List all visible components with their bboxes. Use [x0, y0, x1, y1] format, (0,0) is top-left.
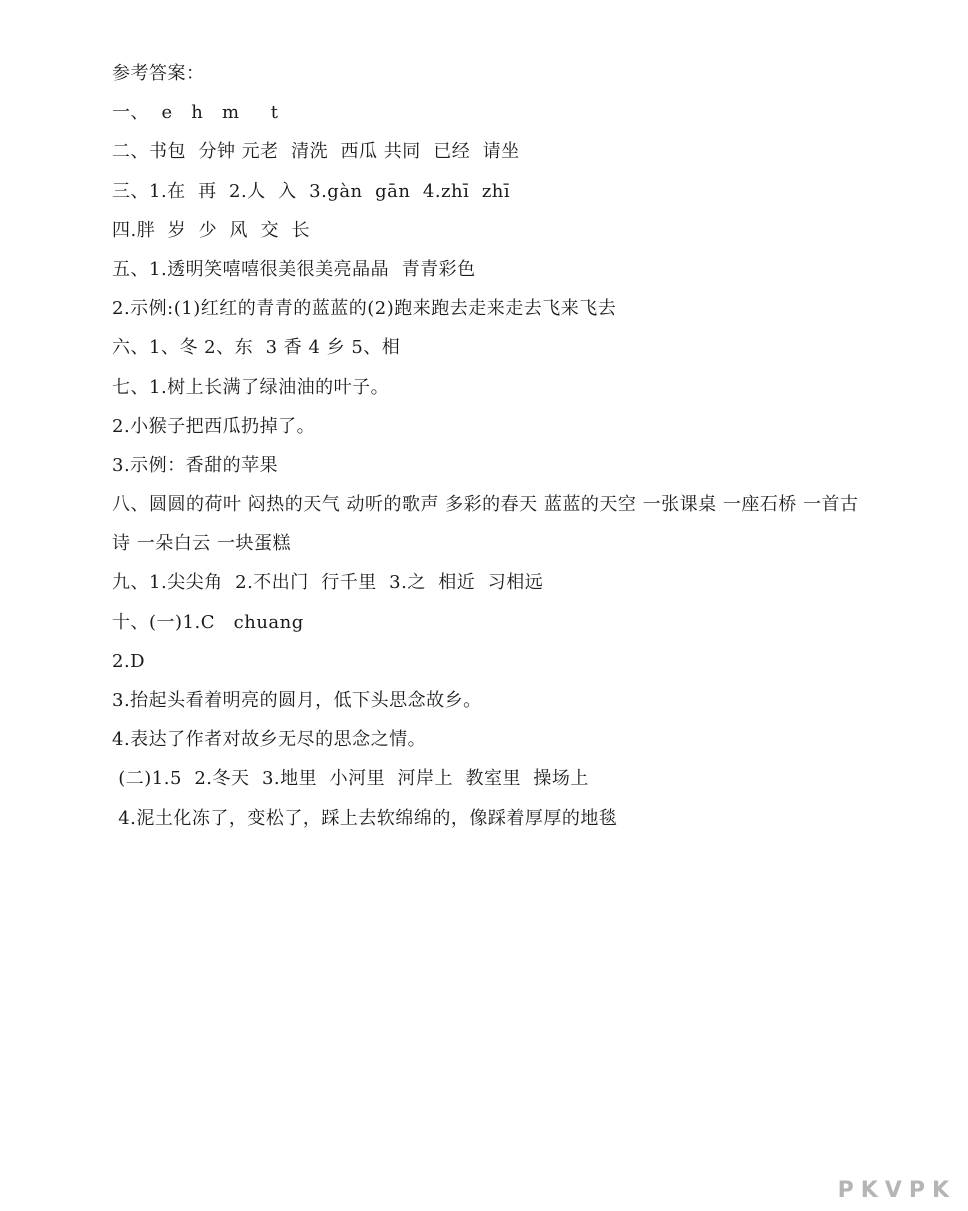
answer-line-7: 六、1、冬 2、东 3 香 4 乡 5、相	[112, 337, 401, 359]
answer-line-5: 五、1.透明笑嘻嘻很美很美亮晶晶 青青彩色	[112, 258, 476, 280]
answer-line-9: 2.小猴子把西瓜扔掉了。	[112, 415, 316, 437]
answer-line-3: 三、1.在 再 2.人 入 3.gàn gān 4.zhī zhī	[112, 180, 511, 202]
answer-line-14: 2.D	[112, 650, 146, 672]
answer-line-2: 二、书包 分钟 元老 清洗 西瓜 共同 已经 请坐	[112, 141, 520, 163]
answer-line-11: 八、圆圆的荷叶 闷热的天气 动听的歌声 多彩的春天 蓝蓝的天空 一张课桌 一座石桥 一首古诗 一朵白云 一块蛋糕	[112, 494, 859, 555]
answer-line-16: 4.表达了作者对故乡无尽的思念之情。	[112, 729, 427, 751]
answer-line-17: (二)1.5 2.冬天 3.地里 小河里 河岸上 教室里 操场上	[112, 768, 589, 790]
answer-line-4: 四.胖 岁 少 风 交 长	[112, 219, 310, 241]
answer-line-12: 九、1.尖尖角 2.不出门 行千里 3.之 相近 习相远	[112, 572, 544, 594]
answer-line-13: 十、(一)1.C chuang	[112, 611, 304, 633]
doc-heading: 参考答案：	[112, 63, 205, 84]
answer-line-15: 3.抬起头看着明亮的圆月，低下头思念故乡。	[112, 690, 482, 712]
answer-line-10: 3.示例：香甜的苹果	[112, 454, 279, 476]
watermark-logo: PKVPK	[837, 1178, 956, 1203]
answer-line-6: 2.示例:(1)红红的青青的蓝蓝的(2)跑来跑去走来走去飞来飞去	[112, 298, 617, 320]
answer-line-18: 4.泥土化冻了，变松了，踩上去软绵绵的，像踩着厚厚的地毯	[112, 807, 618, 829]
answer-line-1: 一、 e h m t	[112, 102, 279, 124]
answer-line-8: 七、1.树上长满了绿油油的叶子。	[112, 376, 390, 398]
answer-key-document	[112, 54, 872, 838]
